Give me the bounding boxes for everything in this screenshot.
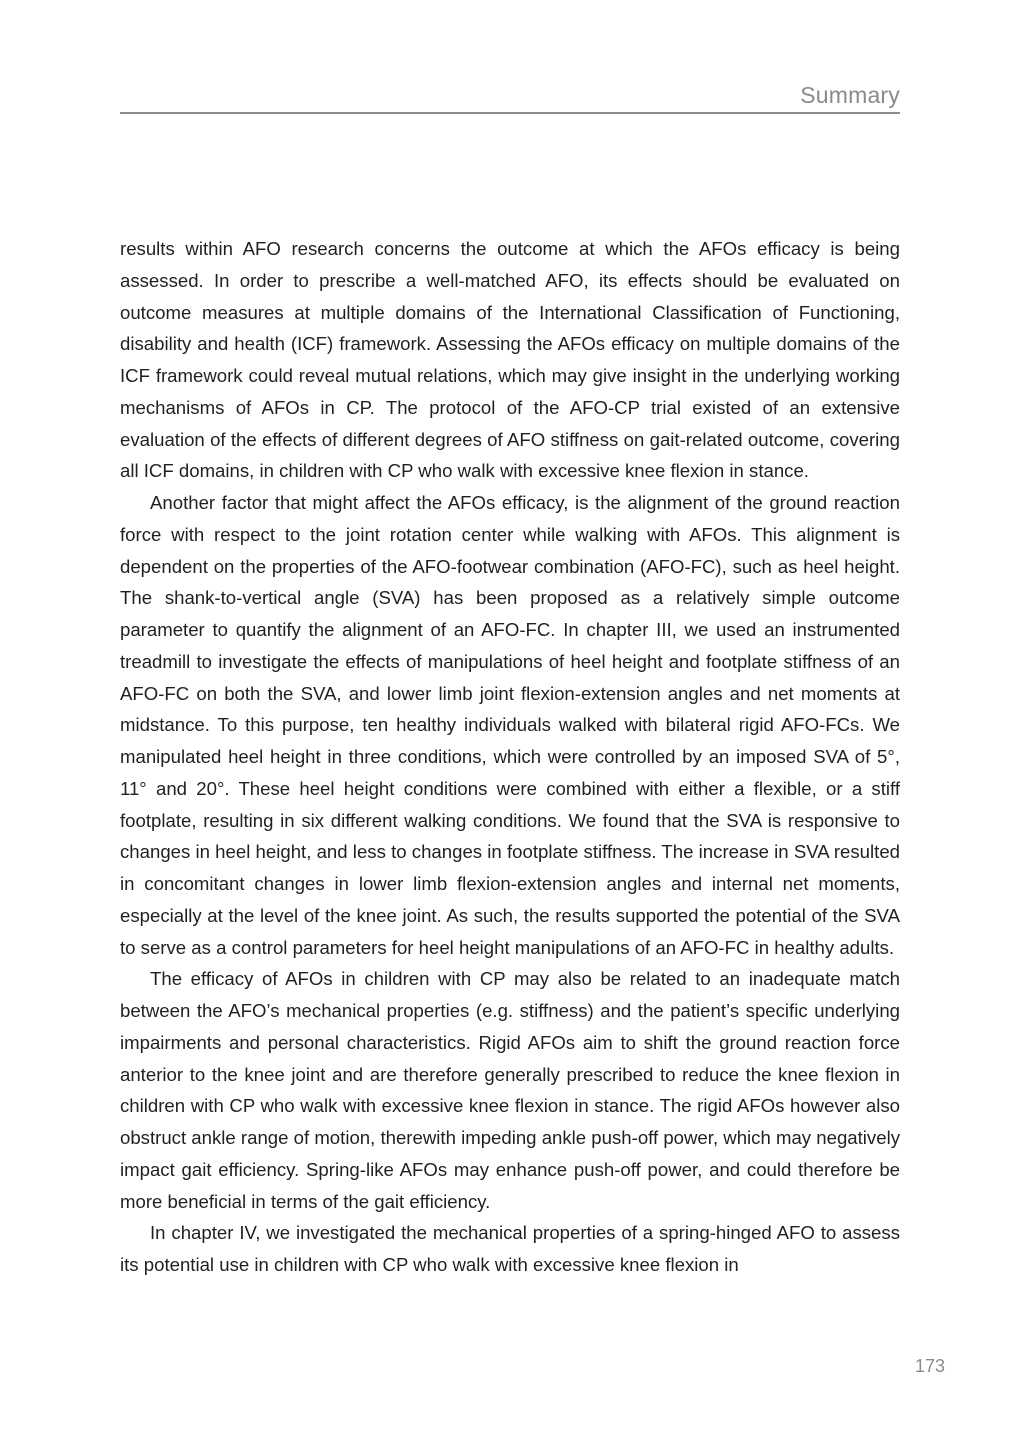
paragraph-alignment-sva: Another factor that might affect the AFOs efficacy, is the alignment of the ground reaction force with respect to the joint rotation center while walking with AFOs. This alignment is dependent on the properties of the AFO-footwear combination (AFO-FC), such as heel height. The shank-to-vertical angle (SVA) has been proposed as a relatively simple outcome parameter to quantify the alignment of an AFO-FC. In chapter III, we used an instrumented treadmill to investigate the effects of manipulations of heel height and footplate stiffness of an AFO-FC on both the SVA, and lower limb joint flexion-extension angles and net moments at midstance. To this purpose, ten healthy individuals walked with bilateral rigid AFO-FCs. We manipulated heel height in three conditions, which were controlled by an imposed SVA of 5°, 11° and 20°. These heel height conditions were combined with either a flexible, or a stiff footplate, resulting in six different walking conditions. We found that the SVA is responsive to changes in heel height, and less to changes in footplate stiffness. The increase in SVA resulted in concomitant changes in lower limb flexion-extension angles and internal net moments, especially at the level of the knee joint. As such, the results supported the potential of the SVA to serve as a control parameters for heel height manipulations of an AFO-FC in healthy adults. bbox=[120, 492, 900, 958]
paragraph-afo-match: The efficacy of AFOs in children with CP may also be related to an inadequate match between the AFO’s mechanical properties (e.g. stiffness) and the patient’s specific underlying impairments and personal characteristics. Rigid AFOs aim to shift the ground reaction force anterior to the knee joint and are therefore generally prescribed to reduce the knee flexion in children with CP who walk with excessive knee flexion in stance. The rigid AFOs however also obstruct ankle range of motion, therewith impeding ankle push-off power, which may negatively impact gait efficiency. Spring-like AFOs may enhance push-off power, and could therefore be more beneficial in terms of the gait efficiency. bbox=[120, 968, 900, 1212]
paragraph-continuation: results within AFO research concerns the outcome at which the AFOs efficacy is being assessed. In order to prescribe a well-matched AFO, its effects should be evaluated on outcome measures at multiple domains of the International Classification of Functioning, disability and health (ICF) framework. Assessing the AFOs efficacy on multiple domains of the ICF framework could reveal mutual relations, which may give insight in the underlying working mechanisms of AFOs in CP. The protocol of the AFO-CP trial existed of an extensive evaluation of the effects of different degrees of AFO stiffness on gait-related outcome, covering all ICF domains, in children with CP who walk with excessive knee flexion in stance. bbox=[120, 238, 900, 482]
running-header bbox=[120, 80, 900, 114]
body-text bbox=[120, 233, 900, 1281]
running-header-title: Summary bbox=[800, 82, 900, 108]
paragraph-chapter-iv: In chapter IV, we investigated the mechanical properties of a spring-hinged AFO to assess its potential use in children with CP who walk with excessive knee flexion in bbox=[120, 1222, 900, 1275]
page-number: 173 bbox=[914, 1356, 946, 1376]
